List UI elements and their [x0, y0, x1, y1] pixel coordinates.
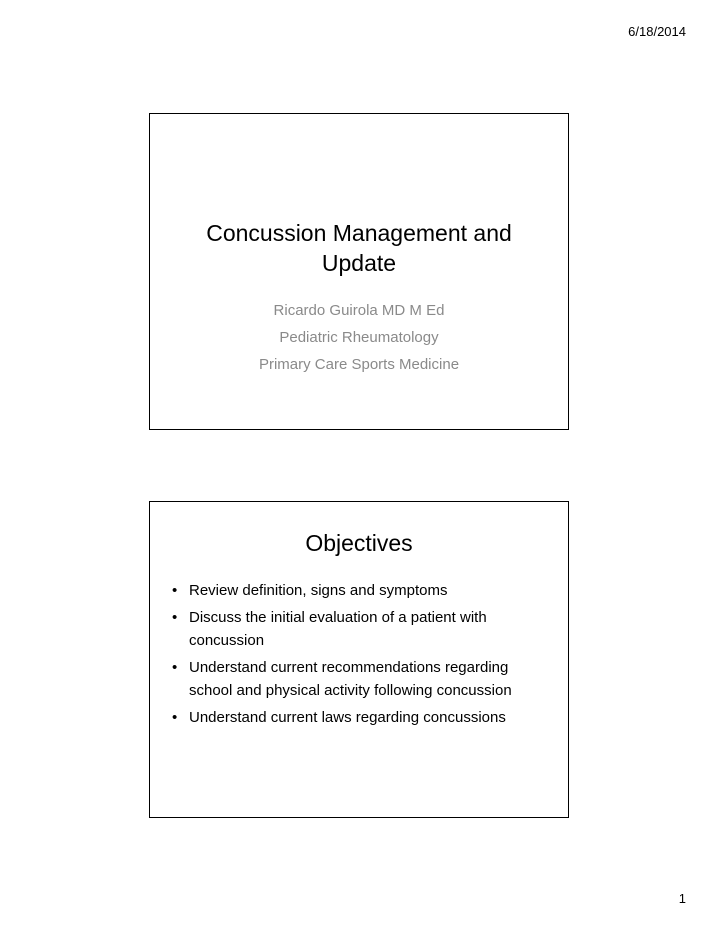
objectives-list	[172, 579, 544, 733]
presenter-department: Pediatric Rheumatology	[279, 329, 439, 346]
list-item-text: Understand current recommendations regarding school and physical activity following concussion	[189, 659, 512, 699]
objectives-slide	[149, 501, 569, 818]
presenter-name: Ricardo Guirola MD M Ed	[273, 302, 445, 319]
page-date: 6/18/2014	[628, 24, 686, 39]
list-item-text: Review definition, signs and symptoms	[189, 582, 448, 599]
bullet-icon: •	[172, 709, 178, 726]
slide-title: Concussion Management and Update	[206, 220, 512, 276]
bullet-icon: •	[172, 582, 178, 599]
bullet-icon: •	[172, 659, 178, 676]
list-item-text: Discuss the initial evaluation of a patient with concussion	[189, 609, 487, 649]
bullet-icon: •	[172, 609, 178, 626]
list-item	[172, 706, 544, 729]
list-item-text: Understand current laws regarding concussions	[189, 709, 506, 726]
list-item	[172, 606, 544, 652]
presenter-specialty: Primary Care Sports Medicine	[258, 356, 460, 373]
page-number: 1	[678, 891, 686, 906]
list-item	[172, 656, 544, 702]
slide-title: Objectives	[305, 530, 413, 556]
list-item	[172, 579, 544, 602]
presenter-info	[170, 297, 548, 378]
title-slide	[149, 113, 569, 430]
